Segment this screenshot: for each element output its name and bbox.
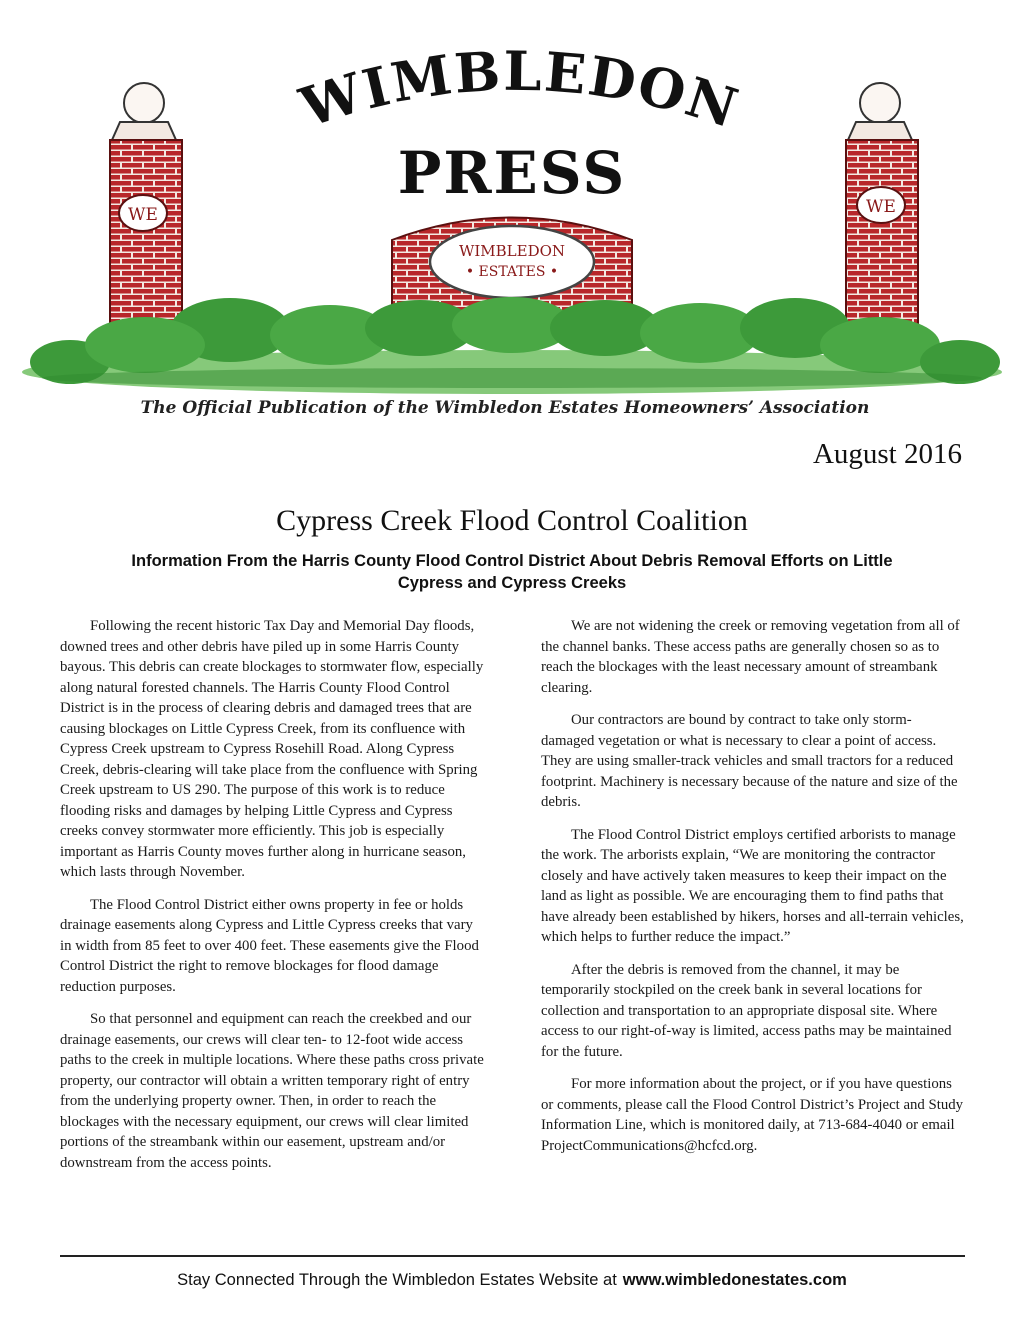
publication-subtitle: The Official Publication of the Wimbledon Estates Homeowners’ Association <box>140 398 870 418</box>
article-paragraph: After the debris is removed from the channel, it may be temporarily stockpiled on the creek bank in several locations for collection and transportation to an appropriate disposal site. Where access to our right-of-way is limited, access paths may be maintained for the future. <box>541 961 952 1060</box>
website-link[interactable]: www.wimbledonestates.com <box>622 1271 847 1289</box>
svg-text:WIMBLEDON: WIMBLEDON <box>458 242 566 260</box>
masthead-title-press: PRESS <box>397 139 627 207</box>
footer <box>0 1271 1024 1290</box>
article-column-right <box>541 616 965 1168</box>
article-paragraph: Our contractors are bound by contract to take only storm-damaged vegetation or what is necessary to clear a point of access. They are using smaller-track vehicles and small tractors for a reduced footprint. Machinery is necessary because of the nature and size of the debris. <box>541 712 958 810</box>
masthead-title-arc: WIMBLEDON <box>292 38 747 141</box>
article-paragraph: For more information about the project, or if you have questions or comments, please call the Flood Control District’s Project and Study Information Line, which is monitored daily, at 713-684-4040 or email ProjectCommunications@hcfcd.org. <box>541 1076 964 1154</box>
svg-text:• ESTATES •: • ESTATES • <box>465 264 559 280</box>
footer-divider <box>60 1255 965 1257</box>
issue-date: August 2016 <box>812 438 962 470</box>
left-pillar <box>110 83 182 350</box>
svg-text:WE: WE <box>128 205 158 225</box>
article-paragraph: We are not widening the creek or removing vegetation from all of the channel banks. These access paths are generally chosen so as to reach the blockages with the least necessary amount of streambank clearing. <box>541 618 960 696</box>
article-paragraph: So that personnel and equipment can reach the creekbed and our drainage easements, our crews will clear ten- to 12-foot wide access paths to the creek in multiple locations. Where these paths cross private property, our contractor will obtain a written temporary right of entry from the underlying property owner. Then, in order to reach the blockages with the necessary equipment, our crews will clear limited portions of the streambank within our easement, upstream and/or downstream from the access points. <box>60 1011 484 1171</box>
masthead-illustration <box>0 0 1024 400</box>
article-column-left <box>60 616 488 1185</box>
article-dek: Information From the Harris County Flood Control District About Debris Removal Efforts on Little Cypress and Cypress Creeks <box>131 552 893 592</box>
masthead <box>0 0 1024 430</box>
svg-text:WE: WE <box>866 197 896 217</box>
article-paragraph: The Flood Control District either owns property in fee or holds drainage easements along Cypress and Little Cypress creeks that vary in width from 85 feet to over 400 feet. These easements give the Flood Control District the right to remove blockages for flood damage reduction purposes. <box>60 896 479 995</box>
article-paragraph: Following the recent historic Tax Day and Memorial Day floods, downed trees and other debris have piled up in some Harris County bayous. This debris can create blockages to stormwater flow, especially along natural forested channels. The Harris County Flood Control District is in the process of clearing debris and damaged trees that are causing blockages on Little Cypress Creek, from its confluence with Cypress Creek upstream to Cypress Rosehill Road. Along Cypress Creek, debris-clearing will take place from the confluence with Spring Creek upstream to US 290. The purpose of this work is to reduce flooding risks and damages by helping Little Cypress and Cypress creeks convey stormwater more efficiently. This job is especially important as Harris County moves further along in hurricane season, which lasts through November. <box>60 618 484 880</box>
article-paragraph: The Flood Control District employs certified arborists to manage the work. The arborists explain, “We are monitoring the contractor closely and have actively taken measures to keep their impact on the land as light as possible. We are encouraging them to find paths that have already been established by hikers, horses and all-terrain vehicles, which helps to further reduce the impact.” <box>541 826 964 945</box>
article-headline: Cypress Creek Flood Control Coalition <box>276 504 748 537</box>
right-pillar <box>846 83 918 350</box>
footer-text: Stay Connected Through the Wimbledon Estates Website at <box>177 1271 617 1289</box>
